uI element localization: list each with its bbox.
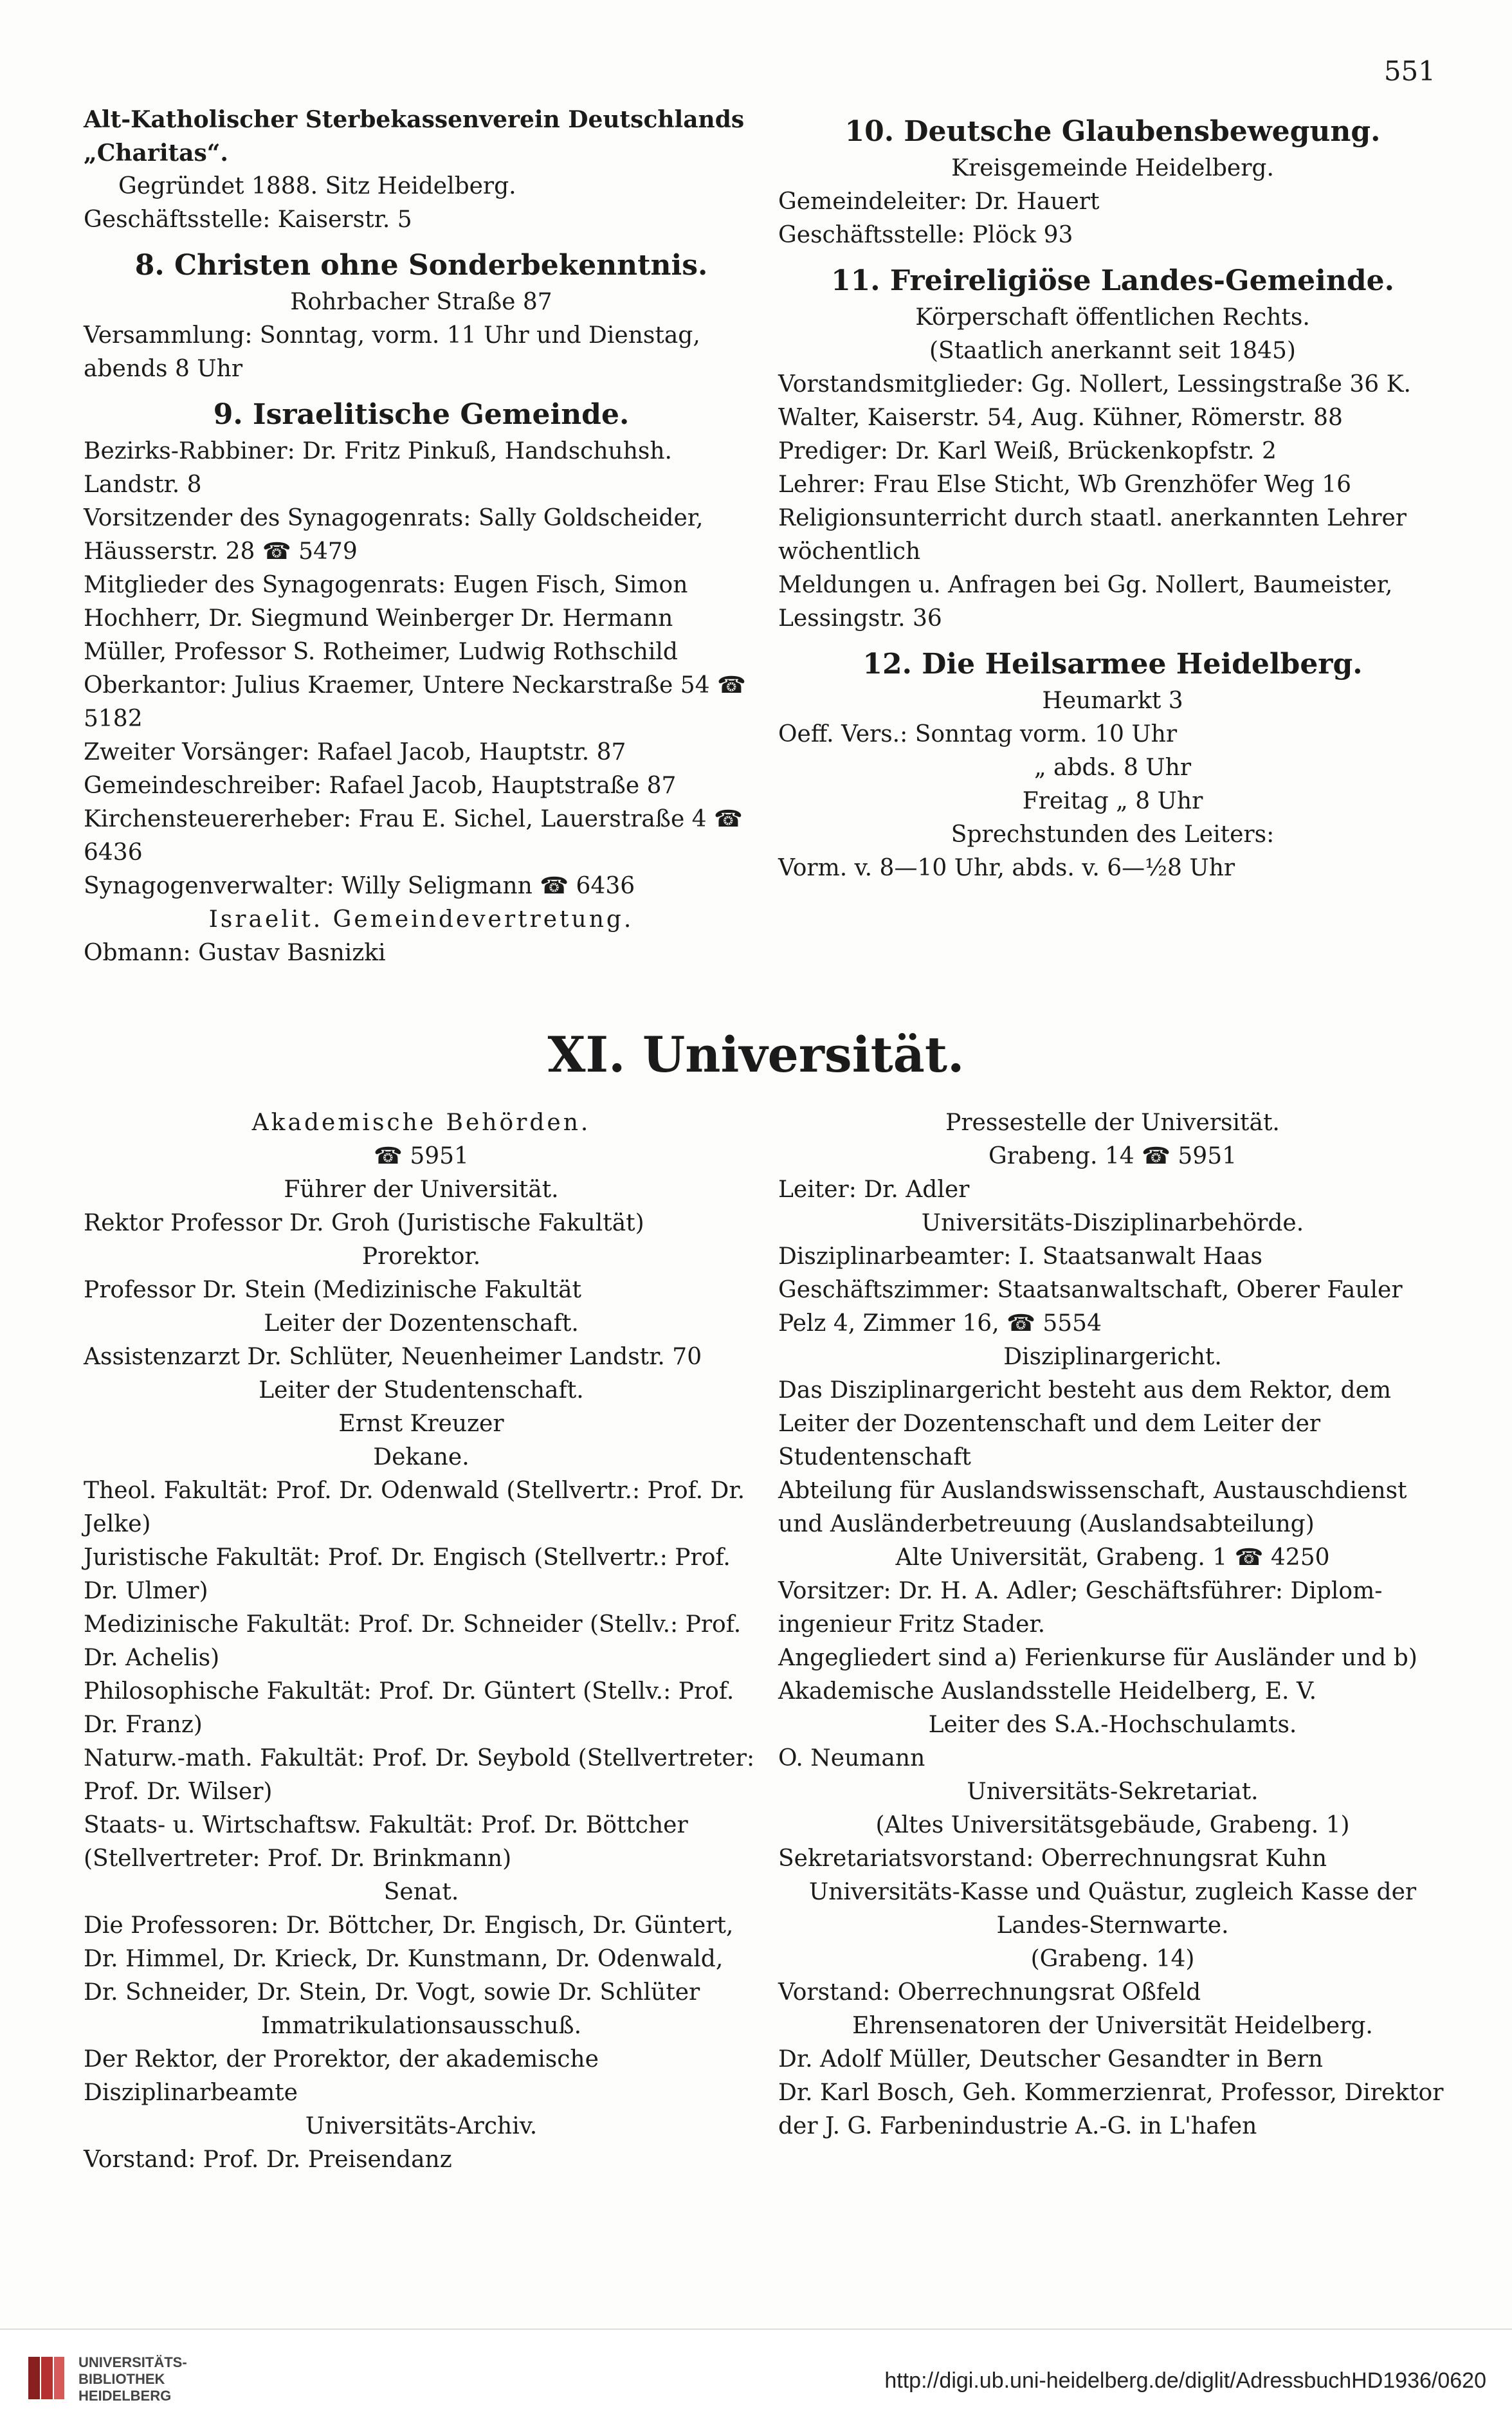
text-line: Vorstand: Prof. Dr. Preisendanz [84, 2146, 452, 2173]
source-url[interactable]: http://digi.ub.uni-heidelberg.de/diglit/AdressbuchHD1936/0620 [884, 2368, 1486, 2393]
text-line: Abteilung für Auslandswissenschaft, Austauschdienst und Ausländerbetreuung (Auslandsabteilung) [778, 1478, 1407, 1537]
text-line: Medizinische Fakultät: Prof. Dr. Schneider (Stellv.: Prof. Dr. Achelis) [84, 1611, 742, 1671]
text-line: Alt-Katholischer Sterbekassenverein Deutschlands „Charitas“. [84, 106, 745, 167]
text-line: Die Professoren: Dr. Böttcher, Dr. Engisch, Dr. Güntert, Dr. Himmel, Dr. Krieck, Dr. Kunstmann, Dr. Odenwald, Dr. Schneider, Dr. Stein, Dr. Vogt, sowie Dr. Schlüter [84, 1912, 734, 2006]
entry-heading: 8. Christen ohne Sonderbekenntnis. [134, 249, 708, 282]
text-line: Dekane. [373, 1444, 469, 1470]
text-line: (Grabeng. 14) [1030, 1946, 1195, 1972]
text-line: Leiter: Dr. Adler [778, 1176, 970, 1203]
text-line: Ernst Kreuzer [338, 1411, 504, 1437]
text-line: Prorektor. [361, 1243, 481, 1270]
text-line: Meldungen u. Anfragen bei Gg. Nollert, Baumeister, Lessingstr. 36 [778, 572, 1393, 632]
text-line: Obmann: Gustav Basnizki [84, 940, 386, 966]
text-line: Grabeng. 14 ☎ 5951 [988, 1143, 1237, 1169]
text-line: Angegliedert sind a) Ferienkurse für Ausländer und b) Akademische Auslandsstelle Heidelberg, E. V. [778, 1645, 1417, 1705]
right-column-bottom [778, 1106, 1447, 2143]
text-line: Oeff. Vers.: Sonntag vorm. 10 Uhr [778, 721, 1178, 747]
text-line: Assistenzarzt Dr. Schlüter, Neuenheimer Landstr. 70 [84, 1344, 702, 1370]
text-line: Geschäftsstelle: Plöck 93 [778, 222, 1073, 248]
library-line: UNIVERSITÄTS- [78, 2354, 187, 2370]
entry-heading: 10. Deutsche Glaubensbewegung. [844, 115, 1381, 148]
text-line: Senat. [383, 1879, 459, 1905]
text-line: Juristische Fakultät: Prof. Dr. Engisch (Stellvertr.: Prof. Dr. Ulmer) [84, 1544, 731, 1604]
text-line: Vorstand: Oberrechnungsrat Oßfeld [778, 1979, 1201, 2006]
text-line: Disziplinarbeamter: I. Staatsanwalt Haas [778, 1243, 1263, 1270]
text-line: ☎ 5951 [374, 1143, 469, 1169]
text-line: Sekretariatsvorstand: Oberrechnungsrat Kuhn [778, 1845, 1327, 1872]
text-line: Versammlung: Sonntag, vorm. 11 Uhr und Dienstag, abends 8 Uhr [84, 322, 700, 382]
text-line: Führer der Universität. [284, 1176, 559, 1203]
text-line: Universitäts-Sekretariat. [967, 1779, 1259, 1805]
text-line: Dr. Karl Bosch, Geh. Kommerzienrat, Professor, Direktor der J. G. Farbenindustrie A.-G. in L'hafen [778, 2080, 1444, 2139]
text-line: Heumarkt 3 [1042, 688, 1183, 714]
text-line: Leiter des S.A.-Hochschulamts. [928, 1712, 1297, 1738]
text-line: Gemeindeschreiber: Rafael Jacob, Hauptstraße 87 [84, 773, 677, 799]
text-line: (Staatlich anerkannt seit 1845) [929, 338, 1296, 364]
library-line: BIBLIOTHEK [78, 2371, 165, 2387]
page-number: 551 [1383, 55, 1435, 87]
text-line: Dr. Adolf Müller, Deutscher Gesandter in Bern [778, 2046, 1324, 2073]
text-line: Geschäftszimmer: Staatsanwaltschaft, Oberer Fauler Pelz 4, Zimmer 16, ☎ 5554 [778, 1277, 1403, 1337]
text-line: Pressestelle der Universität. [945, 1110, 1280, 1136]
text-line: Akademische Behörden. [251, 1110, 591, 1136]
text-line: Vorstandsmitglieder: Gg. Nollert, Lessingstraße 36 K. Walter, Kaiserstr. 54, Aug. Kühner, Römerstr. 88 [778, 371, 1411, 431]
text-line: Leiter der Dozentenschaft. [264, 1310, 579, 1337]
text-line: Mitglieder des Synagogenrats: Eugen Fisch, Simon Hochherr, Dr. Siegmund Weinberger Dr. Hermann Müller, Professor S. Rotheimer, Ludwig Rothschild [84, 572, 688, 665]
left-column-top [84, 103, 759, 970]
text-line: Prediger: Dr. Karl Weiß, Brückenkopfstr. 2 [778, 438, 1277, 464]
text-line: (Altes Universitätsgebäude, Grabeng. 1) [875, 1812, 1350, 1838]
text-line: „ abds. 8 Uhr [1034, 755, 1192, 781]
text-line: Oberkantor: Julius Kraemer, Untere Neckarstraße 54 ☎ 5182 [84, 672, 746, 732]
right-column-top [778, 103, 1447, 885]
text-line: Staats- u. Wirtschaftsw. Fakultät: Prof. Dr. Böttcher (Stellvertreter: Prof. Dr. Brinkmann) [84, 1812, 688, 1872]
text-line: Kirchensteuererheber: Frau E. Sichel, Lauerstraße 4 ☎ 6436 [84, 806, 743, 866]
library-line: HEIDELBERG [78, 2388, 172, 2404]
footer [0, 2329, 1512, 2425]
text-line: Gegründet 1888. Sitz Heidelberg. [118, 173, 516, 199]
text-line: Bezirks-Rabbiner: Dr. Fritz Pinkuß, Handschuhsh. Landstr. 8 [84, 438, 672, 498]
text-line: Immatrikulationsausschuß. [260, 2013, 582, 2039]
text-line: Universitäts-Archiv. [305, 2113, 538, 2139]
text-line: Der Rektor, der Prorektor, der akademische Disziplinarbeamte [84, 2046, 599, 2106]
entry-heading: 12. Die Heilsarmee Heidelberg. [862, 648, 1363, 681]
text-line: Geschäftsstelle: Kaiserstr. 5 [84, 206, 412, 233]
text-line: Professor Dr. Stein (Medizinische Fakultät [84, 1277, 582, 1303]
text-line: Universitäts-Disziplinarbehörde. [921, 1210, 1304, 1236]
left-column-bottom [84, 1106, 759, 2177]
entry-heading: 11. Freireligiöse Landes-Gemeinde. [831, 264, 1394, 297]
text-line: Disziplinargericht. [1003, 1344, 1222, 1370]
text-line: Religionsunterricht durch staatl. anerkannten Lehrer wöchentlich [778, 505, 1407, 565]
text-line: Leiter der Studentenschaft. [259, 1377, 584, 1404]
text-line: Philosophische Fakultät: Prof. Dr. Güntert (Stellv.: Prof. Dr. Franz) [84, 1678, 734, 1738]
text-line: Freitag „ 8 Uhr [1022, 788, 1203, 814]
text-line: Universitäts-Kasse und Quästur, zugleich Kasse der Landes-Sternwarte. [808, 1879, 1417, 1939]
entry-heading: 9. Israelitische Gemeinde. [213, 398, 630, 431]
library-name [78, 2354, 187, 2404]
text-line: Vorsitzender des Synagogenrats: Sally Goldscheider, Häusserstr. 28 ☎ 5479 [84, 505, 704, 565]
text-line: Synagogenverwalter: Willy Seligmann ☎ 6436 [84, 873, 635, 899]
text-line: Zweiter Vorsänger: Rafael Jacob, Hauptstr. 87 [84, 739, 626, 765]
text-line: Gemeindeleiter: Dr. Hauert [778, 188, 1100, 215]
text-line: Naturw.-math. Fakultät: Prof. Dr. Seybold (Stellvertreter: Prof. Dr. Wilser) [84, 1745, 755, 1805]
text-line: Sprechstunden des Leiters: [951, 821, 1275, 848]
text-line: Kreisgemeinde Heidelberg. [951, 155, 1274, 181]
section-heading: XI. Universität. [547, 1026, 965, 1083]
text-line: Theol. Fakultät: Prof. Dr. Odenwald (Stellvertr.: Prof. Dr. Jelke) [84, 1478, 745, 1537]
text-line: Das Disziplinargericht besteht aus dem Rektor, dem Leiter der Dozentenschaft und dem Leiter der Studentenschaft [778, 1377, 1392, 1470]
text-line: Rektor Professor Dr. Groh (Juristische Fakultät) [84, 1210, 644, 1236]
text-line: Israelit. Gemeindevertretung. [208, 906, 634, 933]
text-line: O. Neumann [778, 1745, 925, 1771]
text-line: Körperschaft öffentlichen Rechts. [915, 304, 1310, 331]
text-line: Vorsitzer: Dr. H. A. Adler; Geschäftsführer: Diplom-ingenieur Fritz Stader. [778, 1578, 1383, 1638]
text-line: Lehrer: Frau Else Sticht, Wb Grenzhöfer Weg 16 [778, 471, 1352, 498]
text-line: Rohrbacher Straße 87 [290, 289, 552, 315]
text-line: Ehrensenatoren der Universität Heidelberg. [852, 2013, 1373, 2039]
text-line: Alte Universität, Grabeng. 1 ☎ 4250 [895, 1544, 1330, 1571]
text-line: Vorm. v. 8—10 Uhr, abds. v. 6—½8 Uhr [778, 855, 1235, 881]
library-logo-icon [27, 2356, 66, 2401]
